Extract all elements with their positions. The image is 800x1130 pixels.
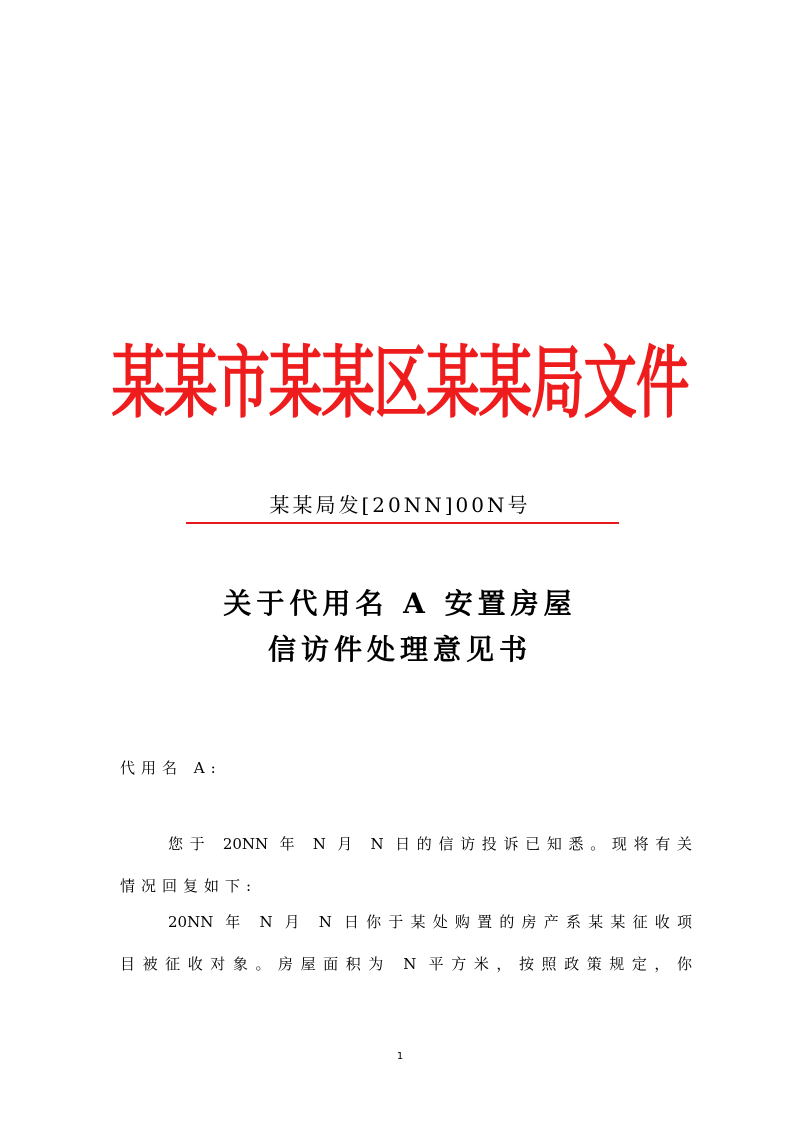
- red-divider-line: [186, 522, 619, 524]
- document-title-line-1: 关于代用名 A 安置房屋: [223, 587, 577, 620]
- masthead-title: 某某市某某区某某局文件: [111, 336, 689, 429]
- salutation: 代用名 A:: [120, 759, 222, 777]
- body-paragraph-2-line-2: 目被征收对象。房屋面积为 N 平方米，按照政策规定，你: [120, 955, 692, 973]
- document-title-line-2: 信访件处理意见书: [267, 633, 532, 666]
- body-paragraph-1-line-2: 情况回复如下:: [120, 877, 258, 895]
- page-number: 1: [396, 1051, 404, 1062]
- document-number: 某某局发[20NN]00N号: [269, 493, 531, 517]
- body-paragraph-2-line-1: 20NN 年 N 月 N 日你于某处购置的房产系某某征收项: [168, 913, 692, 931]
- body-paragraph-1-line-1: 您于 20NN 年 N 月 N 日的信访投诉已知悉。现将有关: [168, 835, 692, 853]
